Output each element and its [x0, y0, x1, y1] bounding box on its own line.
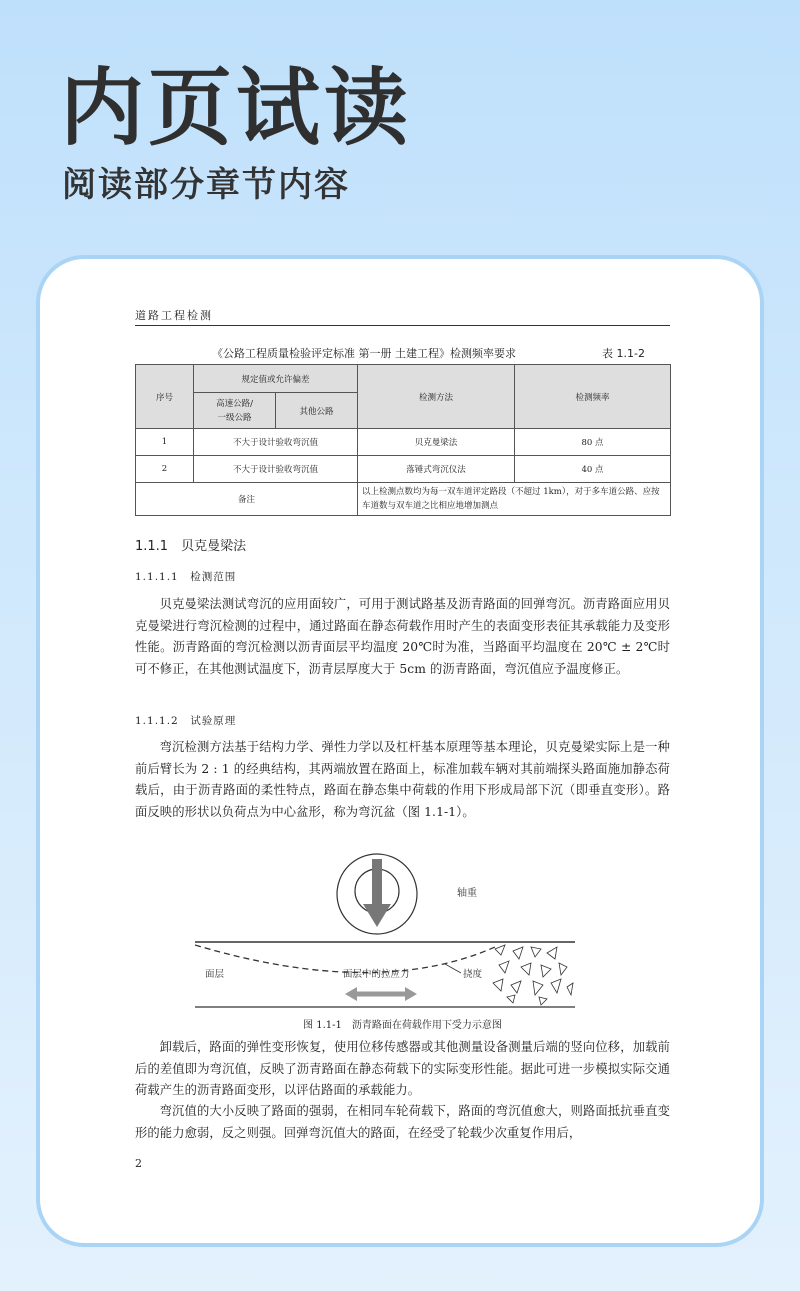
header-allowed: 规定值或允许偏差	[194, 365, 358, 393]
paragraph-deflection-value: 弯沉值的大小反映了路面的强弱，在相同车轮荷载下，路面的弯沉值愈大，则路面抵抗垂直变形的能力愈弱，反之则强。回弹弯沉值大的路面，在经受了轮载少次重复作用后，	[135, 1104, 670, 1140]
section-heading-1-1-1: 1.1.1 贝克曼梁法	[135, 539, 247, 554]
paragraph-principle: 弯沉检测方法基于结构力学、弹性力学以及杠杆基本原理等基本理论，贝克曼梁实际上是一种前后臂长为 2 : 1 的经典结构，其两端放置在路面上，标准加载车辆对其前端探头路面施加静态荷载后，由于沥青路面的柔性特点，路面在静态集中荷载的作用下形成局部下沉（即垂直变形）。路面反映的形状以负荷点为中心盆形，称为弯沉盆（图 1.1-1）。	[135, 740, 670, 819]
cell-allowed: 不大于设计验收弯沉值	[194, 429, 358, 456]
label-surface: 面层	[205, 969, 225, 980]
deflection-figure	[195, 849, 595, 1014]
table-note-row	[136, 483, 671, 516]
label-stress: 面层中的拉应力	[343, 969, 410, 980]
section-heading-1-1-1-2: 1.1.1.2 试验原理	[135, 715, 237, 727]
page-number: 2	[135, 1157, 142, 1170]
label-axle: 轴重	[457, 888, 477, 899]
paragraph-scope: 贝克曼梁法测试弯沉的应用面较广，可用于测试路基及沥青路面的回弹弯沉。沥青路面应用贝克曼梁进行弯沉检测的过程中，通过路面在静态荷载作用时产生的表面变形表征其承载能力及变形性能。沥青路面的弯沉检测以沥青面层平均温度 20℃时为准，当路面平均温度在 20℃ ± 2℃时可不修正，在其他测试温度下，沥青层厚度大于 5cm 的沥青路面，弯沉值应予温度修正。	[135, 597, 670, 676]
aggregate-particles	[493, 945, 573, 1005]
cell-allowed: 不大于设计验收弯沉值	[194, 456, 358, 483]
page-preview-card	[36, 255, 764, 1247]
header-other: 其他公路	[276, 393, 358, 429]
load-arrow-head	[363, 904, 391, 927]
header-highway: 高速公路/ 一级公路	[194, 393, 276, 429]
table-title: 《公路工程质量检验评定标准 第一册 土建工程》检测频率要求	[212, 347, 516, 360]
stress-arrow-right-head	[405, 987, 417, 1001]
banner-title: 内页试读	[60, 59, 413, 157]
header-rule	[135, 325, 670, 326]
label-deflection: 挠度	[463, 969, 483, 980]
frequency-table	[135, 364, 671, 516]
cell-method: 落锤式弯沉仪法	[358, 456, 515, 483]
table-number: 表 1.1-2	[602, 347, 645, 360]
figure-caption: 图 1.1-1 沥青路面在荷载作用下受力示意图	[303, 1020, 502, 1031]
banner-subtitle: 阅读部分章节内容	[62, 165, 350, 205]
paragraph-unload: 卸载后，路面的弹性变形恢复，使用位移传感器或其他测量设备测量后端的竖向位移，加载前后的差值即为弯沉值，反映了沥青路面在静态荷载下的实际变形性能。据此可进一步模拟实际交通荷载产生的沥青路面变形，以评估路面的承载能力。	[135, 1040, 670, 1097]
section-heading-1-1-1-1: 1.1.1.1 检测范围	[135, 571, 237, 583]
cell-frequency: 40 点	[515, 456, 671, 483]
header-seq: 序号	[136, 365, 194, 429]
cell-seq: 1	[136, 429, 194, 456]
table-row	[136, 429, 671, 456]
note-label: 备注	[136, 483, 358, 516]
cell-frequency: 80 点	[515, 429, 671, 456]
table-row	[136, 456, 671, 483]
deflection-leader-line	[445, 964, 461, 973]
load-arrow-shaft	[372, 859, 382, 904]
header-frequency: 检测频率	[515, 365, 671, 429]
cell-seq: 2	[136, 456, 194, 483]
cell-method: 贝克曼梁法	[358, 429, 515, 456]
stress-arrow-left-head	[345, 987, 357, 1001]
header-method: 检测方法	[358, 365, 515, 429]
note-text: 以上检测点数均为每一双车道评定路段（不超过 1km），对于多车道公路、应按车道数与双车道之比相应地增加测点	[358, 483, 671, 516]
running-head: 道路工程检测	[135, 309, 213, 322]
